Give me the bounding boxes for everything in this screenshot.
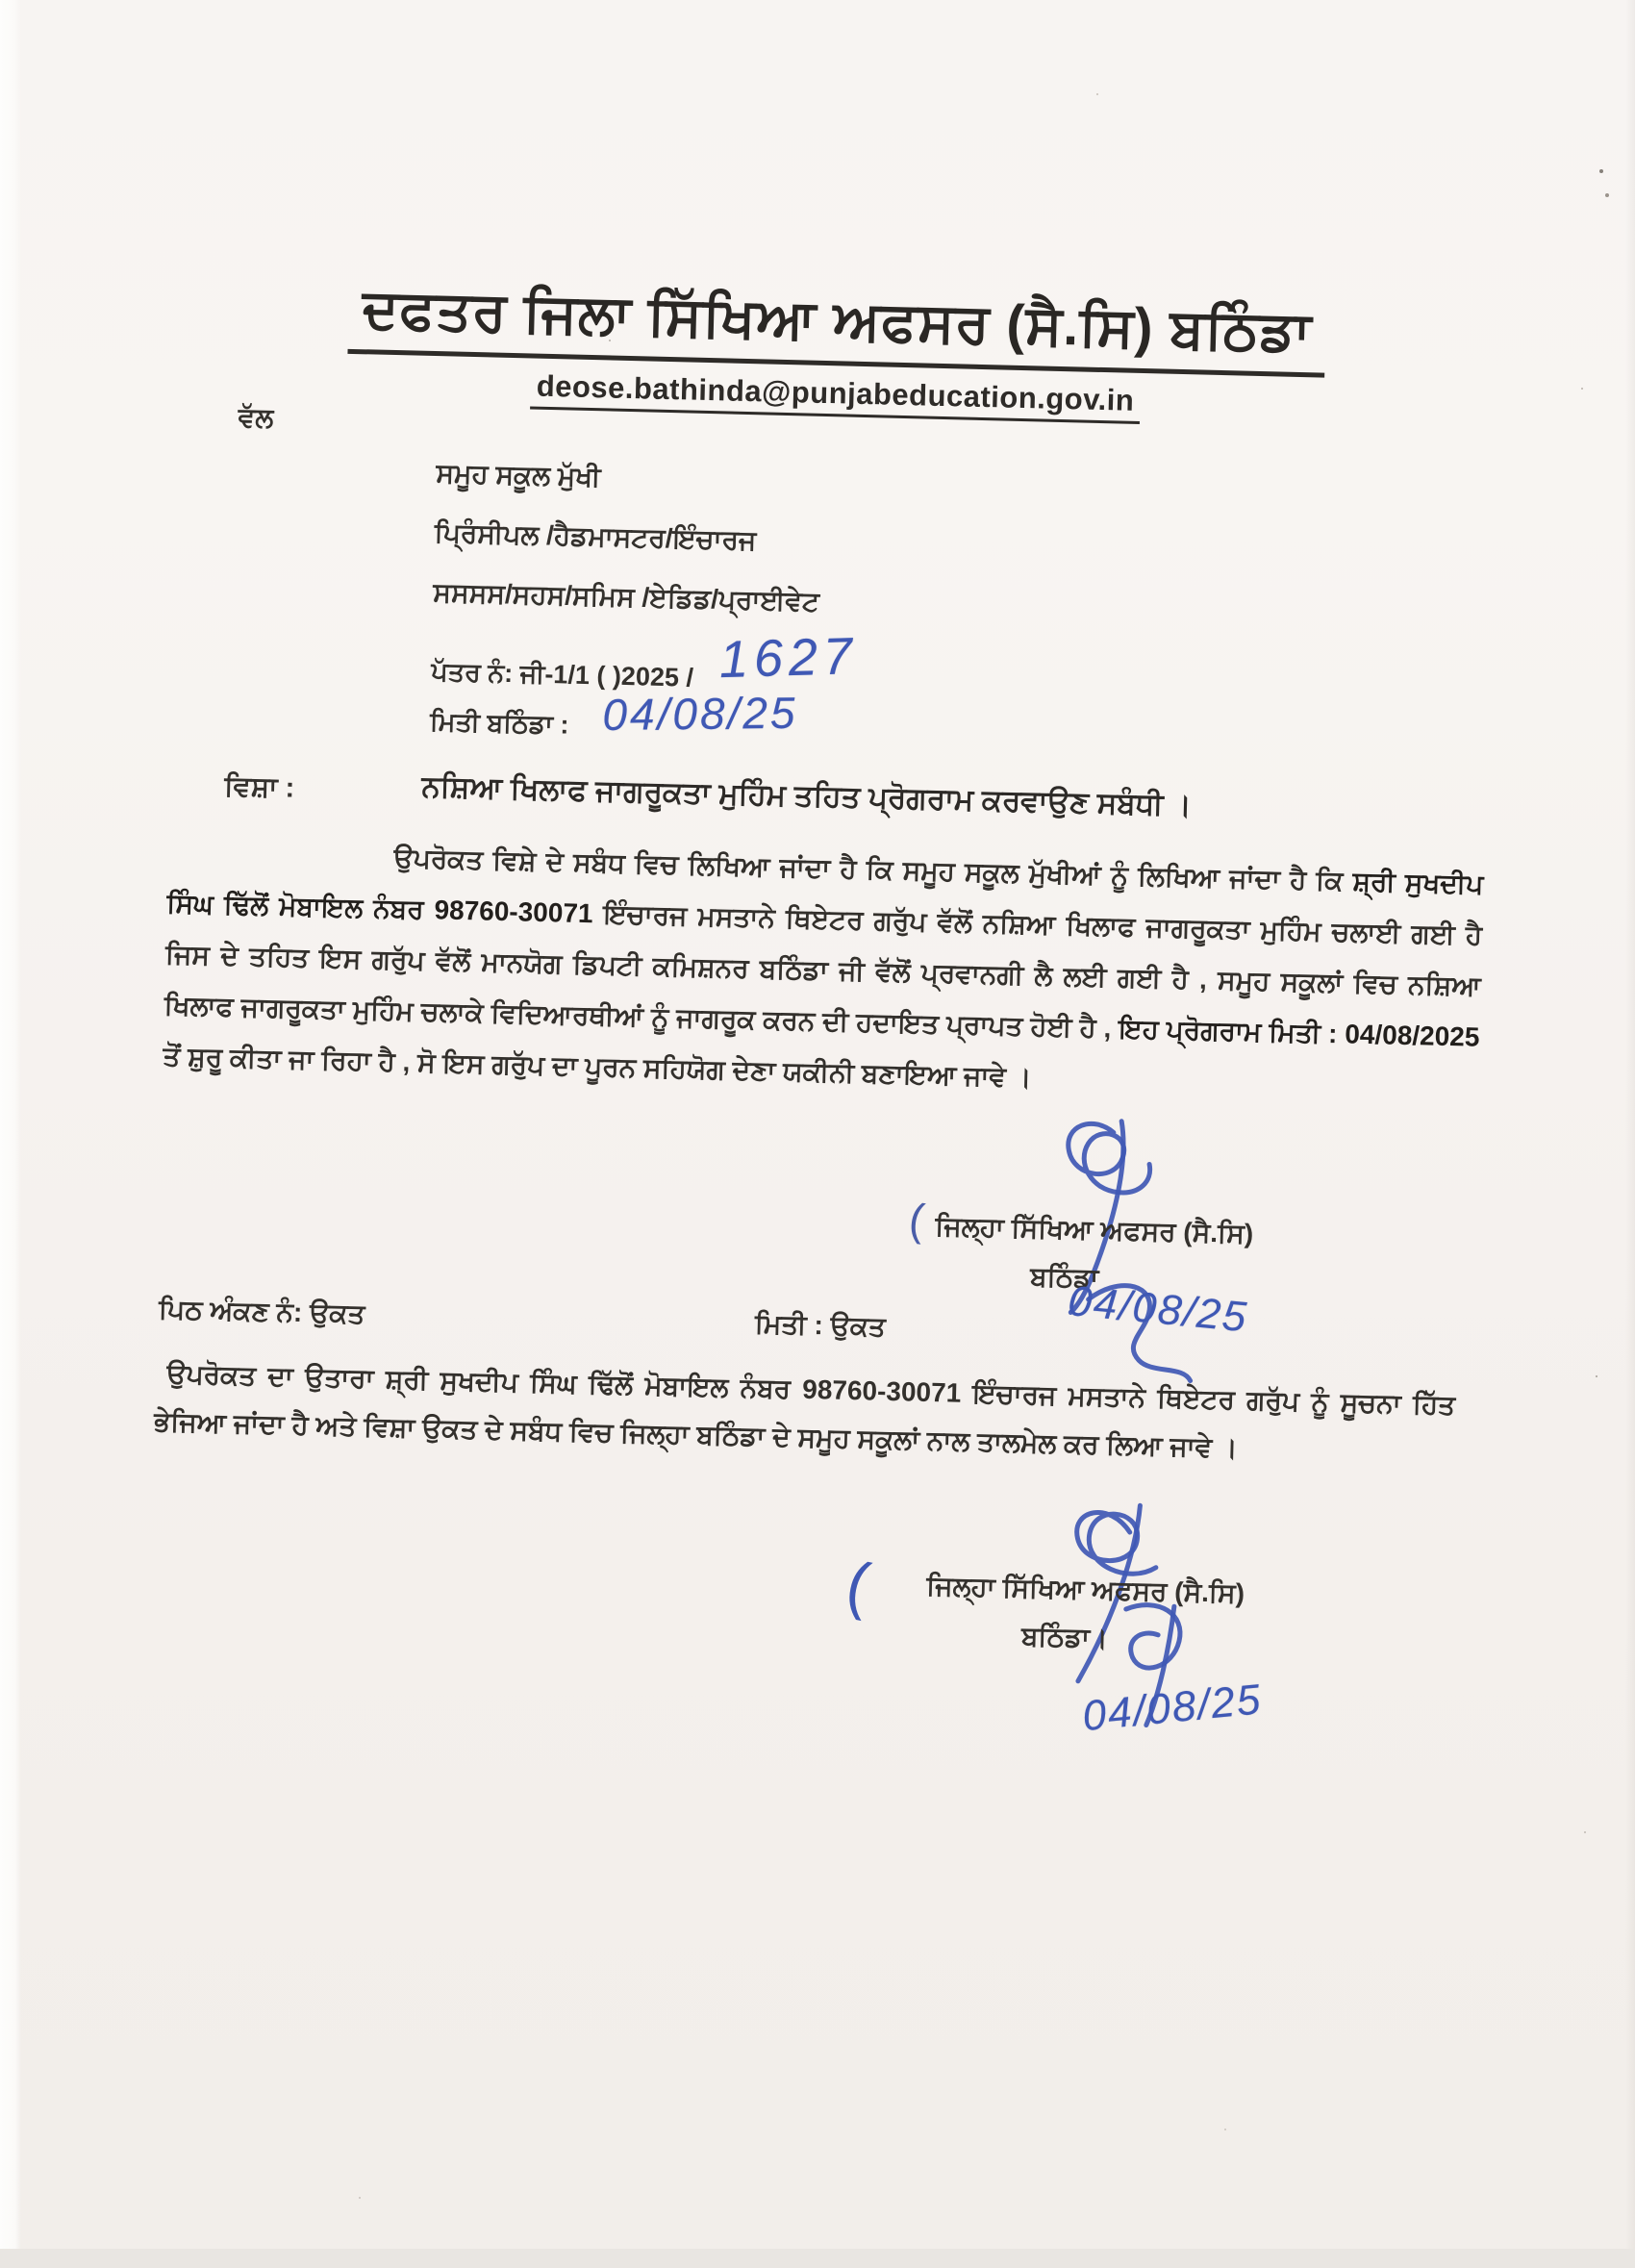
signature-2-handwritten-date: 04/08/25 [1080,1676,1265,1741]
recipient-line: ਸਸਸਸ/ਸਹਸ/ਸਮਿਸ /ਏਡਿਡ/ਪ੍ਰਾਈਵੇਟ [433,577,820,617]
to-label: ਵੱਲ [238,402,274,433]
recipient-line: ਪ੍ਰਿੰਸੀਪਲ /ਹੈਡਮਾਸਟਰ/ਇੰਚਾਰਜ [434,517,757,556]
signature-2-designation: ਜਿਲ੍ਹਾ ਸਿੱਖਿਆ ਅਫਸਰ (ਸੈ.ਸਿ) [925,1570,1245,1608]
endorsement-ref: ਪਿਠ ਅੰਕਣ ਨੰ: ਉਕਤ [158,1294,365,1329]
pen-mark-1: ( [906,1193,928,1246]
body-paragraph-2: ਉਪਰੋਕਤ ਦਾ ਉਤਾਰਾ ਸ਼੍ਰੀ ਸੁਖਦੀਪ ਸਿੰਘ ਢਿੱਲੋਂ ਮੋਬਾਇਲ ਨੰਬਰ 98760-30071 ਇੰਚਾਰਜ ਮਸਤਾਨੇ ਥਿਏਟਰ ਗਰੁੱਪ ਨੂੰ ਸੂਚਨਾ ਹਿੱਤ ਭੇਜਿਆ ਜਾਂਦਾ ਹੈ ਅਤੇ ਵਿਸ਼ਾ ਉਕਤ ਦੇ ਸਬੰਧ ਵਿਚ ਜਿਲ੍ਹਾ ਬਠਿੰਡਾ ਦੇ ਸਮੂਹ ਸਕੂਲਾਂ ਨਾਲ ਤਾਲਮੇਲ ਕਰ ਲਿਆ ਜਾਵੇ । [153,1358,1456,1463]
signature-2-place: ਬਠਿੰਡਾ। [1020,1621,1109,1653]
letterhead-title: ਦਫਤਰ ਜਿਲਾ ਸਿੱਖਿਆ ਅਫਸਰ (ਸੈ.ਸਿ) ਬਠਿੰਡਾ [348,277,1326,378]
signature-1-place: ਬਠਿੰਡਾ [1029,1261,1099,1294]
body1-segment: ਉਪਰੋਕਤ ਵਿਸ਼ੇ ਦੇ ਸਬੰਧ ਵਿਚ ਲਿਖਿਆ ਜਾਂਦਾ ਹੈ ਕਿ ਸਮੂਹ ਸਕੂਲ ਮੁੱਖੀਆਂ ਨੂੰ ਲਿਖਿਆ ਜਾਂਦਾ ਹੈ ਕਿ [393,843,1353,896]
signature-1-handwritten-date: 04/08/25 [1066,1277,1250,1342]
body1-segment: ਤੋਂ ਸ਼ੁਰੂ ਕੀਤਾ ਜਾ ਰਿਹਾ ਹੈ , ਸੋ ਇਸ ਗਰੁੱਪ ਦਾ ਪੂਰਨ ਸਹਿਯੋਗ ਦੇਣਾ ਯਕੀਨੀ ਬਣਾਇਆ ਜਾਵੇ । [163,1041,1032,1093]
letter-number-printed: ਪੱਤਰ ਨੰ: ਜੀ-1/1 ( )2025 / [431,657,694,693]
signature-1-designation: ਜਿਲ੍ਹਾ ਸਿੱਖਿਆ ਅਫਸਰ (ਸੈ.ਸਿ) [935,1211,1254,1249]
body1-segment-bold: ਸ਼੍ਰੀ ਸੁਖਦੀਪ ਸਿੰਘ ਢਿੱਲੋਂ ਮੋਬਾਇਲ ਨੰਬਰ 98760-30071 [166,866,1484,929]
subject-label: ਵਿਸ਼ਾ : [224,770,295,804]
date-line-printed: ਮਿਤੀ ਬਠਿੰਡਾ : [429,707,569,740]
signature-block-2 [925,1571,1245,1658]
date-line [430,689,798,749]
endorsement-date: ਮਿਤੀ : ਉਕਤ [754,1308,887,1342]
body1-segment: ਇੰਚਾਰਜ ਮਸਤਾਨੇ ਥਿਏਟਰ ਗਰੁੱਪ ਵੱਲੋਂ ਨਸ਼ਿਆ ਖਿਲਾਫ ਜਾਗਰੂਕਤਾ ਮੁਹਿੰਮ ਚਲਾਈ ਗਈ ਹੈ ਜਿਸ ਦੇ ਤਹਿਤ ਇਸ ਗਰੁੱਪ ਵੱਲੋਂ ਮਾਨਯੋਗ ਡਿਪਟੀ ਕਮਿਸ਼ਨਰ ਬਠਿੰਡਾ ਜੀ ਵੱਲੋਂ ਪ੍ਰਵਾਨਗੀ ਲੈ ਲਈ ਗਈ ਹੈ , ਸਮੂਹ ਸਕੂਲਾਂ ਵਿਚ ਨਸ਼ਿਆ ਖਿਲਾਫ ਜਾਗਰੂਕਤਾ ਮੁਹਿੰਮ ਚਲਾਕੇ ਵਿਦਿਆਰਥੀਆਂ ਨੂੰ ਜਾਗਰੂਕ ਕਰਨ ਦੀ ਹਦਾਇਤ ਪ੍ਰਾਪਤ ਹੋਈ ਹੈ , [164,898,1483,1044]
recipient-block [432,458,822,646]
body1-segment-bold: ਇਹ ਪ੍ਰੋਗਰਾਮ ਮਿਤੀ : 04/08/2025 [1118,1013,1480,1052]
paper-speck [0,0,4,4]
handwritten-date: 04/08/25 [602,687,798,740]
handwritten-letter-number: 1627 [718,627,859,690]
pen-mark-2: ( [841,1547,876,1622]
recipient-line: ਸਮੂਹ ਸਕੂਲ ਮੁੱਖੀ [436,458,601,492]
letterhead-email: deose.bathinda@punjabeducation.gov.in [530,368,1141,423]
body-paragraph-1 [163,826,1484,1113]
subject-text: ਨਸ਼ਿਆ ਖਿਲਾਫ ਜਾਗਰੂਕਤਾ ਮੁਹਿੰਮ ਤਹਿਤ ਪ੍ਰੋਗਰਾਮ ਕਰਵਾਉਣ ਸਬੰਧੀ । [421,769,1193,822]
